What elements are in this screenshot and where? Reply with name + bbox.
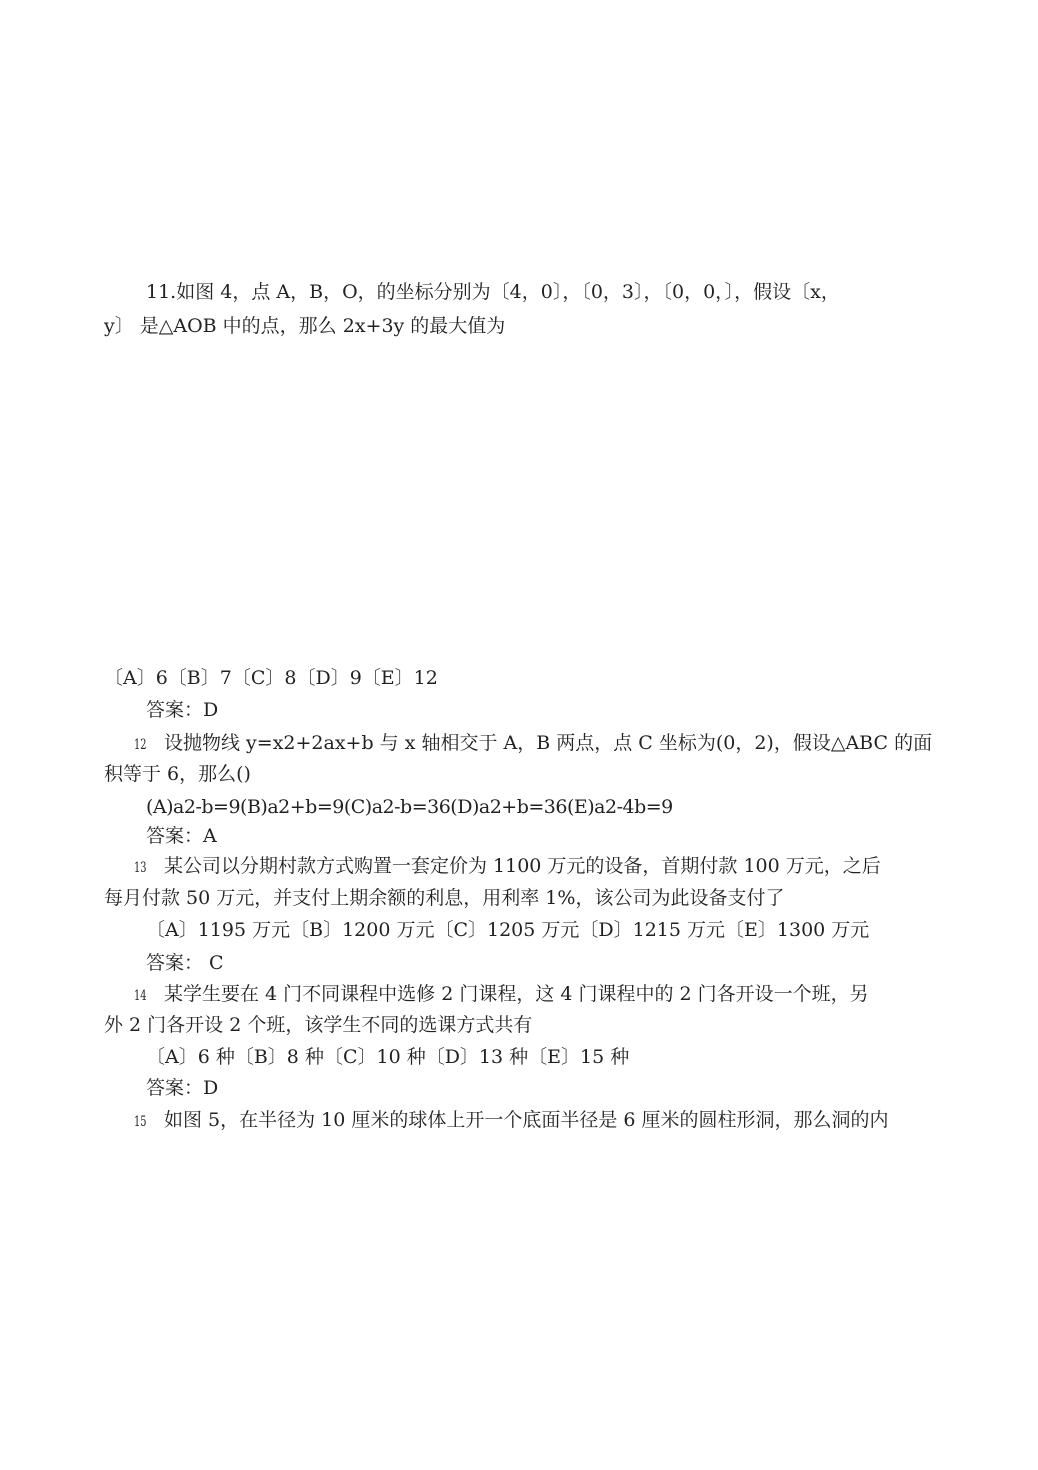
- q12-answer: 答案：A: [146, 825, 217, 847]
- q15-text: 如图 5，在半径为 10 厘米的球体上开一个底面半径是 6 厘米的圆柱形洞，那么洞的内: [164, 1109, 889, 1131]
- q14-text-line2: 外 2 门各开设 2 个班，该学生不同的选课方式共有: [104, 1014, 533, 1036]
- q13-text-line2: 每月付款 50 万元，并支付上期余额的利息，用利率 1%，该公司为此设备支付了: [104, 887, 785, 909]
- q12-options: (A)a2-b=9(B)a2+b=9(C)a2-b=36(D)a2+b=36(E)a2-4b=9: [146, 796, 673, 818]
- q13-text: 某公司以分期村款方式购置一套定价为 1100 万元的设备，首期付款 100 万元，之后: [164, 855, 881, 877]
- q14-number: 14: [134, 988, 147, 1004]
- q12-number: 12: [134, 737, 147, 753]
- q11-options: 〔A〕6〔B〕7〔C〕8〔D〕9〔E〕12: [104, 667, 438, 689]
- q13-options: 〔A〕1195 万元〔B〕1200 万元〔C〕1205 万元〔D〕1215 万元〔E〕1300 万元: [146, 919, 870, 941]
- q15-number: 15: [134, 1114, 147, 1130]
- q12-text-line1: [134, 731, 932, 757]
- q13-answer: 答案： C: [146, 952, 224, 974]
- q14-answer: 答案：D: [146, 1077, 219, 1099]
- q14-options: 〔A〕6 种〔B〕8 种〔C〕10 种〔D〕13 种〔E〕15 种: [146, 1046, 630, 1068]
- q11-text-line1: 11.如图 4，点 A，B，O，的坐标分别为〔4，0〕，〔0，3〕，〔0，0，〕，假设〔x，: [146, 281, 840, 303]
- q12-text: 设抛物线 y=x2+2ax+b 与 x 轴相交于 A，B 两点，点 C 坐标为(0，2)，假设△ABC 的面: [164, 732, 933, 754]
- q11-answer: 答案：D: [146, 699, 219, 721]
- q13-text-line1: [134, 854, 881, 880]
- q14-text: 某学生要在 4 门不同课程中选修 2 门课程，这 4 门课程中的 2 门各开设一个班，另: [164, 983, 869, 1005]
- q14-text-line1: [134, 982, 869, 1008]
- q11-text-line2: y〕 是△AOB 中的点，那么 2x+3y 的最大值为: [104, 315, 506, 337]
- q13-number: 13: [134, 860, 147, 876]
- q15-text-line1: [134, 1108, 889, 1134]
- q12-text-line2: 积等于 6，那么(): [104, 763, 251, 785]
